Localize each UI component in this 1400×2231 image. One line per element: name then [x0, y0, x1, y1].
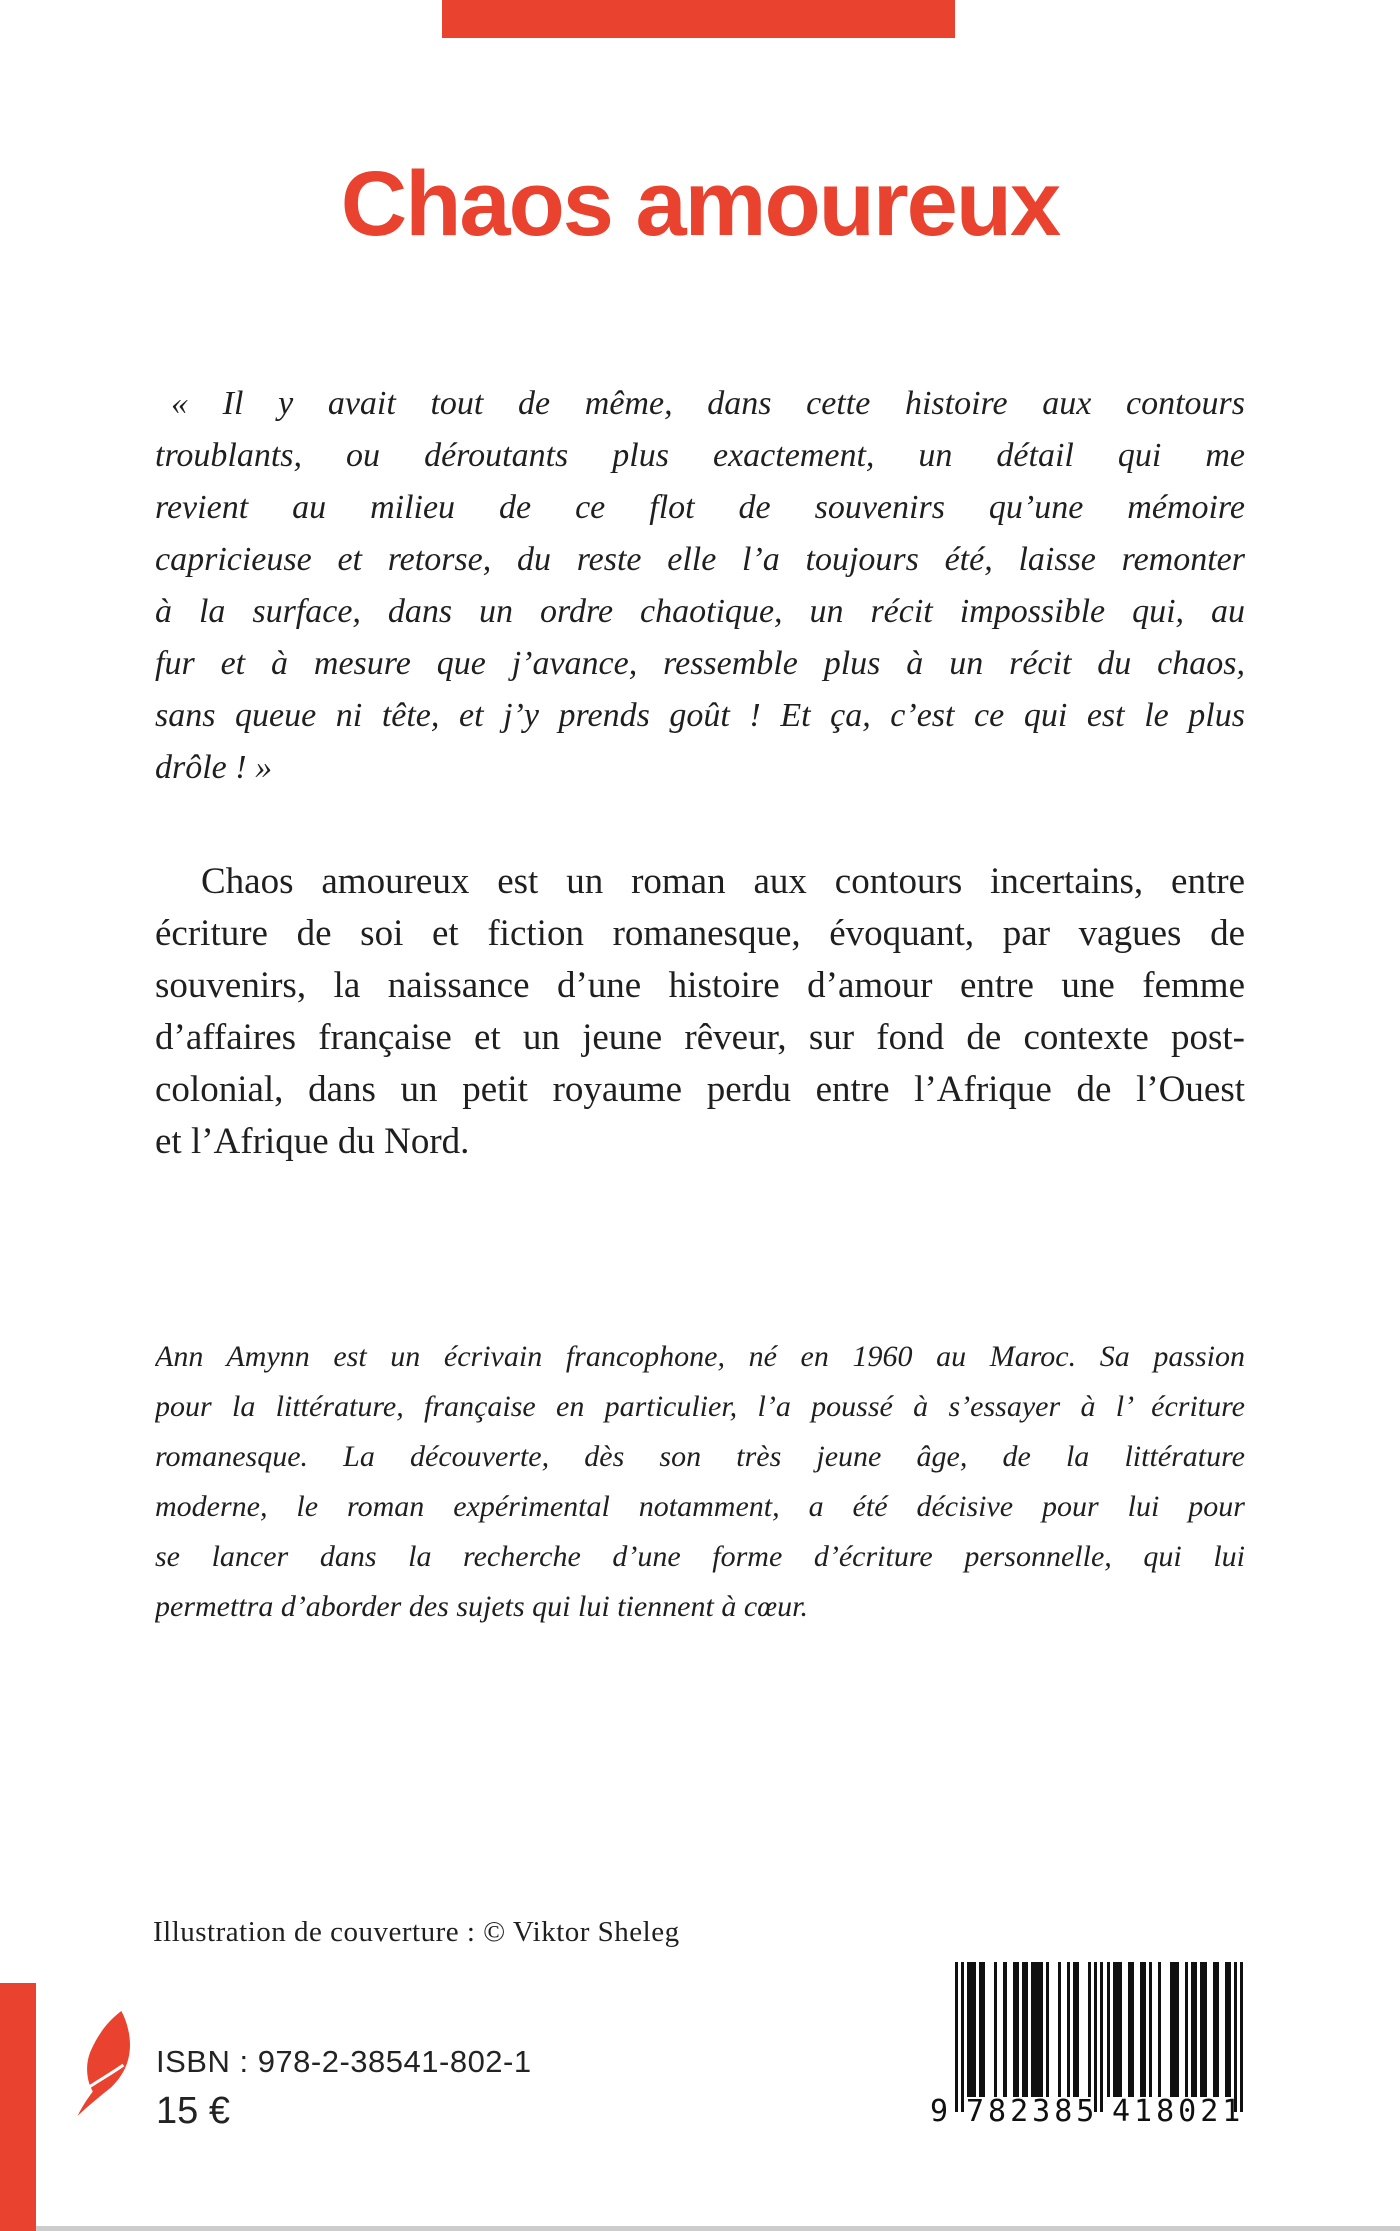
quote-paragraph-line: sans queue ni tête, et j’y prends goût ! Et ça, c’est ce qui est le plus	[155, 697, 1245, 734]
quote-paragraph-line: à la surface, dans un ordre chaotique, un récit impossible qui, au	[155, 593, 1245, 630]
barcode-bar	[961, 1962, 964, 2112]
barcode-bar	[1131, 1962, 1134, 2097]
author-bio-paragraph	[155, 1332, 1245, 1632]
spine-top-bar	[442, 0, 955, 38]
barcode-bar	[955, 1962, 958, 2112]
barcode-bar	[1194, 1962, 1197, 2097]
barcode-bar	[1058, 1962, 1061, 2097]
barcode-bar	[1185, 1962, 1188, 2097]
synopsis-paragraph-line: écriture de soi et fiction romanesque, évoquant, par vagues de	[155, 913, 1245, 954]
barcode-bar	[1076, 1962, 1079, 2097]
spine-bottom-stripe	[0, 1983, 36, 2231]
quote-paragraph-line: revient au milieu de ce flot de souvenirs qu’une mémoire	[155, 489, 1245, 526]
barcode-digit-first: 9	[930, 2094, 949, 2129]
quote-paragraph-line: fur et à mesure que j’avance, ressemble plus à un récit du chaos,	[155, 645, 1245, 682]
author-bio-paragraph-line: permettra d’aborder des sujets qui lui tiennent à cœur.	[155, 1590, 808, 1623]
ean13-barcode	[928, 1962, 1258, 2132]
barcode-bar	[973, 1962, 976, 2097]
barcode-bar	[1203, 1962, 1206, 2097]
quote-paragraph	[155, 378, 1245, 794]
barcode-bar	[1216, 1962, 1219, 2097]
barcode-bar	[1003, 1962, 1006, 2097]
barcode-digits	[928, 2094, 1258, 2132]
barcode-bar	[1016, 1962, 1019, 2097]
author-bio-paragraph-line: moderne, le roman expérimental notamment, a été décisive pour lui pour	[155, 1490, 1245, 1523]
author-bio-paragraph-line: Ann Amynn est un écrivain francophone, né en 1960 au Maroc. Sa passion	[155, 1340, 1245, 1373]
barcode-bar	[1176, 1962, 1179, 2097]
barcode-bar	[1100, 1962, 1103, 2112]
barcode-bar	[1067, 1962, 1070, 2097]
price-text: 15 €	[156, 2090, 230, 2132]
quote-paragraph-line: capricieuse et retorse, du reste elle l’a toujours été, laisse remonter	[155, 541, 1245, 578]
synopsis-paragraph-line: Chaos amoureux est un roman aux contours incertains, entre	[201, 861, 1245, 902]
barcode-bar	[1149, 1962, 1152, 2097]
feather-logo-icon	[74, 2008, 132, 2120]
cover-illustration-credit: Illustration de couverture : © Viktor Sheleg	[153, 1916, 680, 1948]
book-title: Chaos amoureux	[340, 153, 1060, 255]
barcode-bar	[1240, 1962, 1243, 2112]
barcode-bar	[1040, 1962, 1043, 2097]
synopsis-paragraph	[155, 856, 1245, 1168]
author-bio-paragraph-line: romanesque. La découverte, dès son très jeune âge, de la littérature	[155, 1440, 1245, 1473]
barcode-bar	[1119, 1962, 1122, 2097]
synopsis-paragraph-line: souvenirs, la naissance d’une histoire d’amour entre une femme	[155, 965, 1245, 1006]
barcode-bar	[994, 1962, 997, 2097]
barcode-bar	[1158, 1962, 1161, 2097]
barcode-bar	[1107, 1962, 1110, 2097]
barcode-bar	[1088, 1962, 1091, 2097]
quote-paragraph-line: drôle ! »	[155, 749, 273, 786]
synopsis-paragraph-line: et l’Afrique du Nord.	[155, 1121, 470, 1162]
author-bio-paragraph-line: se lancer dans la recherche d’une forme d’écriture personnelle, qui lui	[155, 1540, 1245, 1573]
synopsis-paragraph-line: colonial, dans un petit royaume perdu entre l’Afrique de l’Ouest	[155, 1069, 1245, 1110]
scan-edge-artifact	[0, 2226, 1400, 2231]
barcode-bar	[1025, 1962, 1028, 2097]
barcode-bars	[955, 1962, 1245, 2112]
barcode-bar	[982, 1962, 985, 2097]
barcode-bar	[1046, 1962, 1049, 2097]
synopsis-paragraph-line: d’affaires française et un jeune rêveur, sur fond de contexte post-	[155, 1017, 1245, 1058]
barcode-bar	[1234, 1962, 1237, 2112]
author-bio-paragraph-line: pour la littérature, française en particulier, l’a poussé à s’essayer à l’ écriture	[155, 1390, 1245, 1423]
isbn-text: ISBN : 978-2-38541-802-1	[156, 2044, 532, 2079]
barcode-digits-right: 418021	[1112, 2094, 1245, 2129]
barcode-bar	[1094, 1962, 1097, 2112]
barcode-bar	[1143, 1962, 1146, 2097]
quote-paragraph-line: « Il y avait tout de même, dans cette histoire aux contours	[171, 385, 1245, 422]
barcode-bar	[1228, 1962, 1231, 2097]
quote-paragraph-line: troublants, ou déroutants plus exactement, un détail qui me	[155, 437, 1245, 474]
barcode-digits-left: 782385	[966, 2094, 1099, 2129]
